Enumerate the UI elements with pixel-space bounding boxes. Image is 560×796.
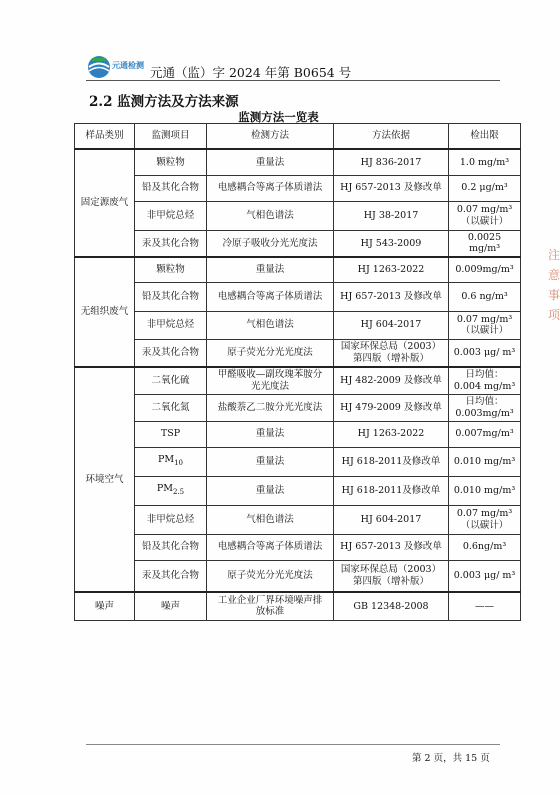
table-row bbox=[75, 175, 521, 201]
limit-cell: 0.0025 mg/m³ bbox=[449, 230, 521, 257]
method-cell: 电感耦合等离子体质谱法 bbox=[207, 534, 334, 560]
method-cell: 电感耦合等离子体质谱法 bbox=[207, 282, 334, 311]
category-cell: 固定源废气 bbox=[75, 149, 135, 257]
company-logo bbox=[86, 54, 146, 80]
col-header: 检出限 bbox=[449, 124, 521, 150]
category-cell: 无组织废气 bbox=[75, 257, 135, 367]
category-cell: 环境空气 bbox=[75, 367, 135, 592]
method-cell: 冷原子吸收分光光度法 bbox=[207, 230, 334, 257]
item-cell: TSP bbox=[135, 421, 207, 447]
table-row bbox=[75, 257, 521, 282]
basis-cell: HJ 618-2011及修改单 bbox=[334, 476, 449, 505]
limit-cell: 1.0 mg/m³ bbox=[449, 149, 521, 175]
item-cell: 颗粒物 bbox=[135, 149, 207, 175]
basis-cell: 国家环保总局（2003） 第四版（增补版） bbox=[334, 560, 449, 592]
header-divider bbox=[86, 80, 500, 81]
footer-divider bbox=[86, 744, 500, 745]
item-cell: 汞及其化合物 bbox=[135, 339, 207, 367]
limit-cell: 0.2 μg/m³ bbox=[449, 175, 521, 201]
method-cell: 工业企业厂界环境噪声排 放标准 bbox=[207, 592, 334, 620]
method-cell: 气相色谱法 bbox=[207, 311, 334, 339]
item-cell: 二氧化氮 bbox=[135, 394, 207, 421]
side-stamp-text: 注意事项 bbox=[548, 248, 560, 322]
basis-cell: HJ 1263-2022 bbox=[334, 257, 449, 282]
limit-cell: 0.07 mg/m³ （以碳计） bbox=[449, 505, 521, 534]
item-cell: 噪声 bbox=[135, 592, 207, 620]
table-row bbox=[75, 592, 521, 620]
table-caption: 监测方法一览表 bbox=[238, 110, 319, 124]
limit-cell: 0.6 ng/m³ bbox=[449, 282, 521, 311]
table-row bbox=[75, 367, 521, 394]
table-row bbox=[75, 447, 521, 476]
basis-cell: HJ 618-2011及修改单 bbox=[334, 447, 449, 476]
method-cell: 原子荧光分光光度法 bbox=[207, 339, 334, 367]
table-row bbox=[75, 534, 521, 560]
limit-cell: —— bbox=[449, 592, 521, 620]
table-row bbox=[75, 394, 521, 421]
basis-cell: HJ 1263-2022 bbox=[334, 421, 449, 447]
limit-cell: 0.010 mg/m³ bbox=[449, 447, 521, 476]
method-cell: 盐酸萘乙二胺分光光度法 bbox=[207, 394, 334, 421]
method-cell: 电感耦合等离子体质谱法 bbox=[207, 175, 334, 201]
method-cell: 原子荧光分光光度法 bbox=[207, 560, 334, 592]
limit-cell: 0.6ng/m³ bbox=[449, 534, 521, 560]
table-header-row bbox=[75, 124, 521, 150]
basis-cell: HJ 604-2017 bbox=[334, 505, 449, 534]
item-cell: 非甲烷总烃 bbox=[135, 201, 207, 230]
limit-cell: 0.007mg/m³ bbox=[449, 421, 521, 447]
method-cell: 重量法 bbox=[207, 447, 334, 476]
basis-cell: HJ 482-2009 及修改单 bbox=[334, 367, 449, 394]
basis-cell: HJ 604-2017 bbox=[334, 311, 449, 339]
limit-cell: 日均值： 0.003mg/m³ bbox=[449, 394, 521, 421]
logo-text: 元通检测 bbox=[112, 60, 144, 70]
method-cell: 重量法 bbox=[207, 476, 334, 505]
limit-cell: 0.07 mg/m³ （以碳计） bbox=[449, 311, 521, 339]
col-header: 检测方法 bbox=[207, 124, 334, 150]
method-table bbox=[74, 123, 521, 621]
limit-cell: 0.003 μg/ m³ bbox=[449, 339, 521, 367]
item-cell: $PM_{10}$ bbox=[135, 447, 207, 476]
method-cell: 气相色谱法 bbox=[207, 505, 334, 534]
basis-cell: HJ 836-2017 bbox=[334, 149, 449, 175]
item-cell: 铅及其化合物 bbox=[135, 282, 207, 311]
basis-cell: HJ 543-2009 bbox=[334, 230, 449, 257]
page-number: 第 2 页，共 15 页 bbox=[412, 753, 490, 764]
table-row bbox=[75, 560, 521, 592]
basis-cell: HJ 657-2013 及修改单 bbox=[334, 282, 449, 311]
item-cell: 非甲烷总烃 bbox=[135, 311, 207, 339]
table-row bbox=[75, 230, 521, 257]
method-cell: 重量法 bbox=[207, 421, 334, 447]
item-cell: 铅及其化合物 bbox=[135, 175, 207, 201]
basis-cell: HJ 657-2013 及修改单 bbox=[334, 534, 449, 560]
item-cell: 颗粒物 bbox=[135, 257, 207, 282]
limit-cell: 0.07 mg/m³ （以碳计） bbox=[449, 201, 521, 230]
category-cell: 噪声 bbox=[75, 592, 135, 620]
basis-cell: HJ 657-2013 及修改单 bbox=[334, 175, 449, 201]
limit-cell: 0.009mg/m³ bbox=[449, 257, 521, 282]
col-header: 方法依据 bbox=[334, 124, 449, 150]
method-cell: 重量法 bbox=[207, 149, 334, 175]
item-cell: 汞及其化合物 bbox=[135, 560, 207, 592]
basis-cell: GB 12348-2008 bbox=[334, 592, 449, 620]
table-row bbox=[75, 339, 521, 367]
method-cell: 气相色谱法 bbox=[207, 201, 334, 230]
section-title: 2.2 监测方法及方法来源 bbox=[89, 94, 239, 110]
item-cell: 二氧化硫 bbox=[135, 367, 207, 394]
table-row bbox=[75, 505, 521, 534]
item-cell: 铅及其化合物 bbox=[135, 534, 207, 560]
table-row bbox=[75, 421, 521, 447]
basis-cell: HJ 38-2017 bbox=[334, 201, 449, 230]
report-number: 元通（监）字 2024 年第 B0654 号 bbox=[150, 65, 352, 80]
table-row bbox=[75, 201, 521, 230]
item-cell: 汞及其化合物 bbox=[135, 230, 207, 257]
method-cell: 重量法 bbox=[207, 257, 334, 282]
table-row bbox=[75, 476, 521, 505]
table-row bbox=[75, 311, 521, 339]
method-cell: 甲醛吸收—副玫瑰苯胺分 光光度法 bbox=[207, 367, 334, 394]
col-header: 监测项目 bbox=[135, 124, 207, 150]
item-cell: 非甲烷总烃 bbox=[135, 505, 207, 534]
limit-cell: 0.003 μg/ m³ bbox=[449, 560, 521, 592]
limit-cell: 0.010 mg/m³ bbox=[449, 476, 521, 505]
item-cell: $PM_{2.5}$ bbox=[135, 476, 207, 505]
basis-cell: HJ 479-2009 及修改单 bbox=[334, 394, 449, 421]
col-header: 样品类别 bbox=[75, 124, 135, 150]
table-row bbox=[75, 149, 521, 175]
table-row bbox=[75, 282, 521, 311]
basis-cell: 国家环保总局（2003） 第四版（增补版） bbox=[334, 339, 449, 367]
limit-cell: 日均值： 0.004 mg/m³ bbox=[449, 367, 521, 394]
